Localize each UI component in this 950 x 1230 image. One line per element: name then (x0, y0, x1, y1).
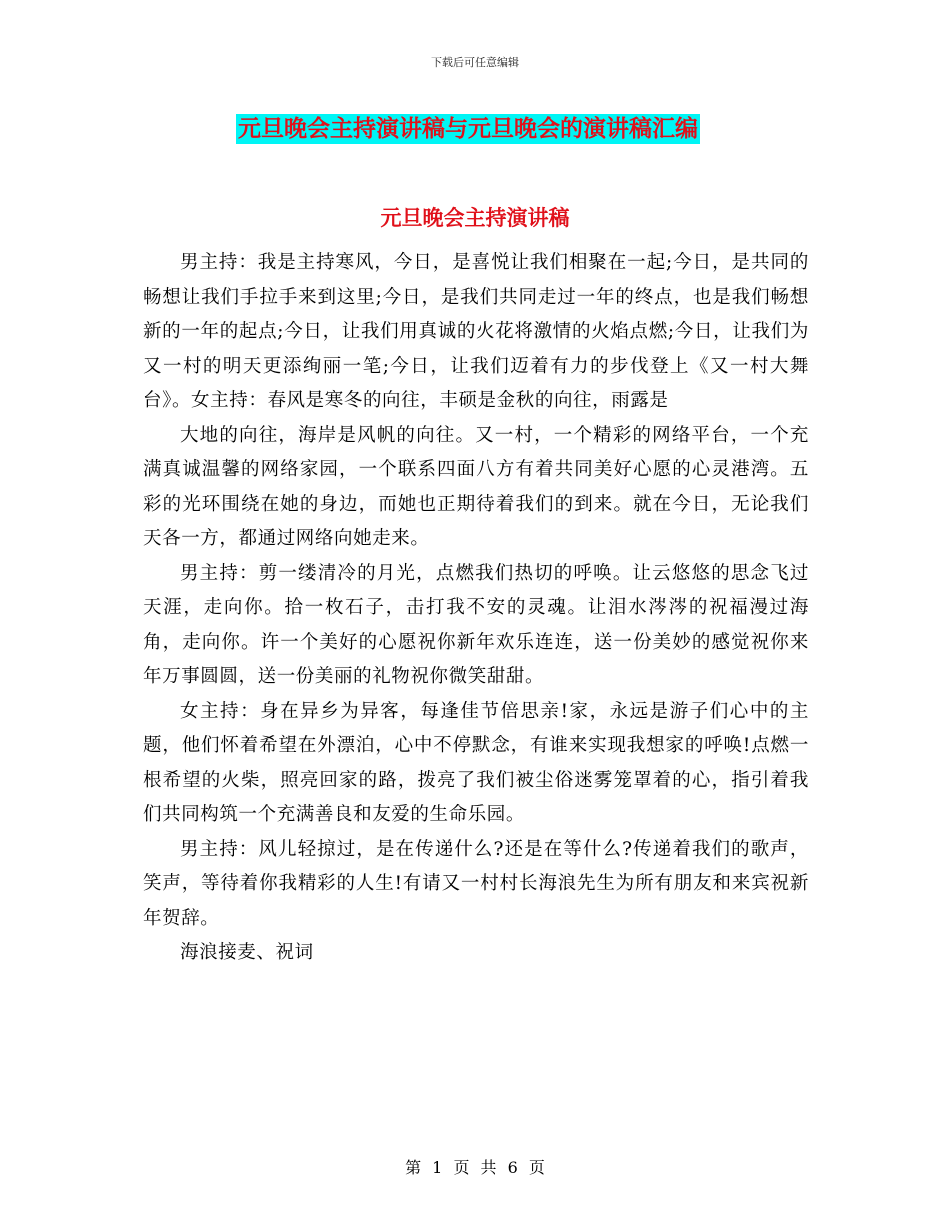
paragraph: 海浪接麦、祝词 (180, 942, 314, 963)
document-title: 元旦晚会主持演讲稿与元旦晚会的演讲稿汇编 (238, 115, 698, 142)
paragraph: 女主持：身在异乡为异客，每逢佳节倍思亲!家，永远是游子们心中的主题，他们怀着希望在外漂泊，心中不停默念，有谁来实现我想家的呼唤!点燃一根希望的火柴，照亮回家的路，拨亮了我们被尘俗迷雾笼罩着的心，指引着我们共同构筑一个充满善良和友爱的生命乐园。 (143, 700, 809, 825)
paragraph: 男主持：剪一缕清冷的月光，点燃我们热切的呼唤。让云悠悠的思念飞过天涯，走向你。拾一枚石子，击打我不安的灵魂。让泪水涔涔的祝福漫过海角，走向你。许一个美好的心愿祝你新年欢乐连连，送一份美妙的感觉祝你来年万事圆圆，送一份美丽的礼物祝你微笑甜甜。 (143, 562, 809, 687)
paragraph: 男主持：我是主持寒风，今日，是喜悦让我们相聚在一起;今日，是共同的畅想让我们手拉手来到这里;今日，是我们共同走过一年的终点，也是我们畅想新的一年的起点;今日，让我们用真诚的火花将激情的火焰点燃;今日，让我们为又一村的明天更添绚丽一笔;今日，让我们迈着有力的步伐登上《又一村大舞台》。女主持：春风是寒冬的向往，丰硕是金秋的向往，雨露是 (143, 252, 809, 411)
header-note: 下载后可任意编辑 (431, 56, 519, 69)
document-subtitle: 元旦晚会主持演讲稿 (380, 205, 570, 230)
paragraph: 男主持：风儿轻掠过，是在传递什么?还是在等什么?传递着我们的歌声，笑声，等待着你我精彩的人生!有请又一村村长海浪先生为所有朋友和来宾祝新年贺辞。 (143, 838, 809, 929)
document-body (143, 246, 809, 971)
page-number: 第 1 页 共 6 页 (405, 1158, 545, 1177)
paragraph: 大地的向往，海岸是风帆的向往。又一村，一个精彩的网络平台，一个充满真诚温馨的网络家园，一个联系四面八方有着共同美好心愿的心灵港湾。五彩的光环围绕在她的身边，而她也正期待着我们的到来。就在今日，无论我们天各一方，都通过网络向她走来。 (143, 424, 809, 549)
